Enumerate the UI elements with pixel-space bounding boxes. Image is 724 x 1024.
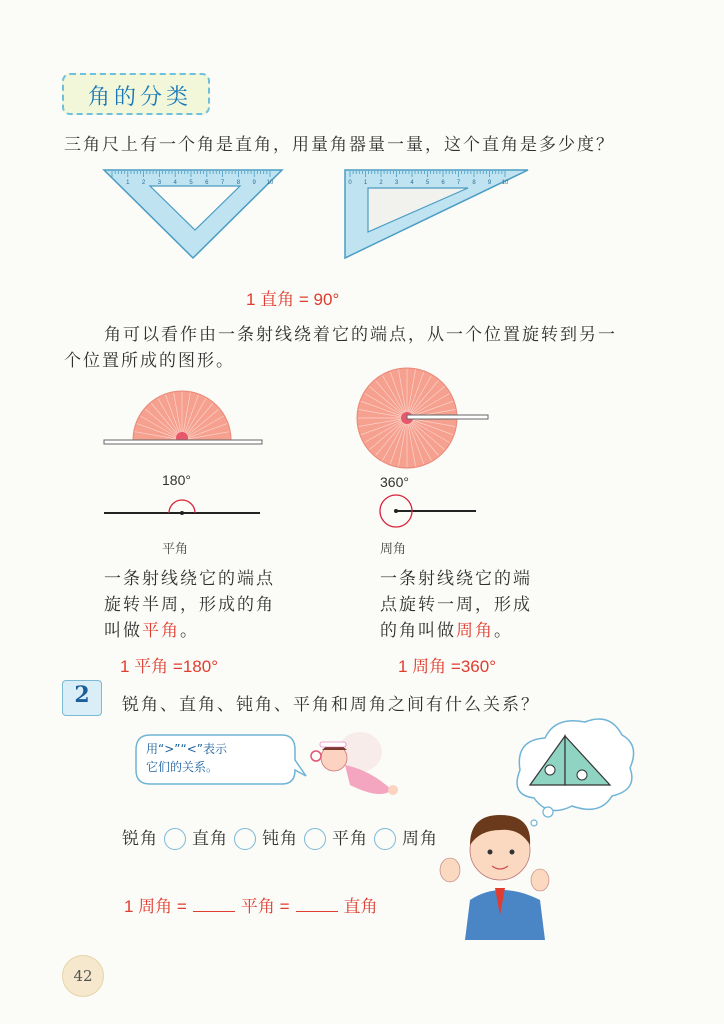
straight-angle-degree: 180° (162, 472, 191, 488)
boy-illustration (440, 815, 549, 940)
ruler-tick-label: 6 (441, 180, 445, 186)
straight-angle-name: 平角 (162, 542, 189, 557)
ruler-tick-label: 8 (236, 180, 241, 186)
ruler-tick-label: 2 (141, 180, 146, 186)
ruler-tick-label: 4 (173, 180, 177, 186)
compare-blank-2[interactable] (234, 828, 256, 850)
formula-right-angle: 1 直角 = 90° (246, 290, 340, 309)
ruler-tick-label: 7 (220, 180, 225, 186)
ruler-tick-label: 0 (348, 180, 352, 186)
page-number: 42 (73, 967, 93, 985)
relation-fill-in: 1 周角 = 平角 = 直角 (124, 897, 378, 916)
question-2: 锐角、直角、钝角、平角和周角之间有什么关系？ (122, 695, 540, 715)
blank-straight-count[interactable] (193, 895, 235, 912)
formula-round-angle: 1 周角 =360° (398, 657, 496, 676)
round-angle-description: 一条射线绕它的端 点旋转一周，形成 的角叫做周角。 (380, 569, 532, 641)
blank-right-count[interactable] (296, 895, 338, 912)
straight-angle-description: 一条射线绕它的端点 旋转半周，形成的角 叫做平角。 (104, 569, 275, 641)
term-straight-angle: 平角 (142, 621, 180, 641)
compare-blank-3[interactable] (304, 828, 326, 850)
round-angle-name: 周角 (380, 542, 407, 557)
compare-item-round: 周角 (402, 829, 438, 849)
ruler-tick-label: 3 (157, 180, 162, 186)
compare-item-obtuse: 钝角 (262, 829, 298, 849)
comparison-row (122, 824, 438, 850)
formula-straight-angle: 1 平角 =180° (120, 657, 218, 676)
ruler-tick-label: 2 (379, 180, 383, 186)
ruler-tick-label: 9 (487, 180, 492, 186)
compare-blank-1[interactable] (164, 828, 186, 850)
speech-bubble-text: 用“>”“<”表示 它们的关系。 (146, 742, 227, 774)
term-round-angle: 周角 (456, 621, 494, 641)
ruler-tick-label: 5 (425, 180, 430, 186)
ruler-tick-label: 8 (472, 180, 476, 186)
girl-illustration (311, 732, 398, 795)
ruler-tick-label: 3 (394, 180, 399, 186)
ruler-tick-label: 1 (363, 180, 368, 186)
compare-item-straight: 平角 (332, 829, 368, 849)
problem-number: 2 (74, 682, 90, 708)
paragraph-line-2: 个位置所成的图形。 (64, 351, 235, 371)
ruler-tick-label: 7 (456, 180, 461, 186)
thought-cloud (517, 719, 634, 826)
compare-blank-4[interactable] (374, 828, 396, 850)
ruler-tick-label: 10 (501, 180, 509, 186)
ruler-tick-label: 4 (410, 180, 414, 186)
ruler-tick-label: 5 (189, 180, 193, 186)
ruler-tick-label: 1 (126, 180, 130, 186)
ruler-tick-label: 9 (252, 180, 256, 186)
question-1: 三角尺上有一个角是直角，用量角器量一量，这个直角是多少度？ (64, 135, 615, 155)
compare-item-right: 直角 (192, 829, 228, 849)
ruler-tick-label: 10 (266, 180, 274, 186)
round-angle-degree: 360° (380, 474, 409, 490)
section-title: 角的分类 (88, 85, 193, 110)
paragraph-line-1: 角可以看作由一条射线绕着它的端点，从一个位置旋转到另一 (104, 325, 617, 345)
ruler-tick-label: 6 (205, 180, 209, 186)
compare-item-acute: 锐角 (122, 829, 158, 849)
